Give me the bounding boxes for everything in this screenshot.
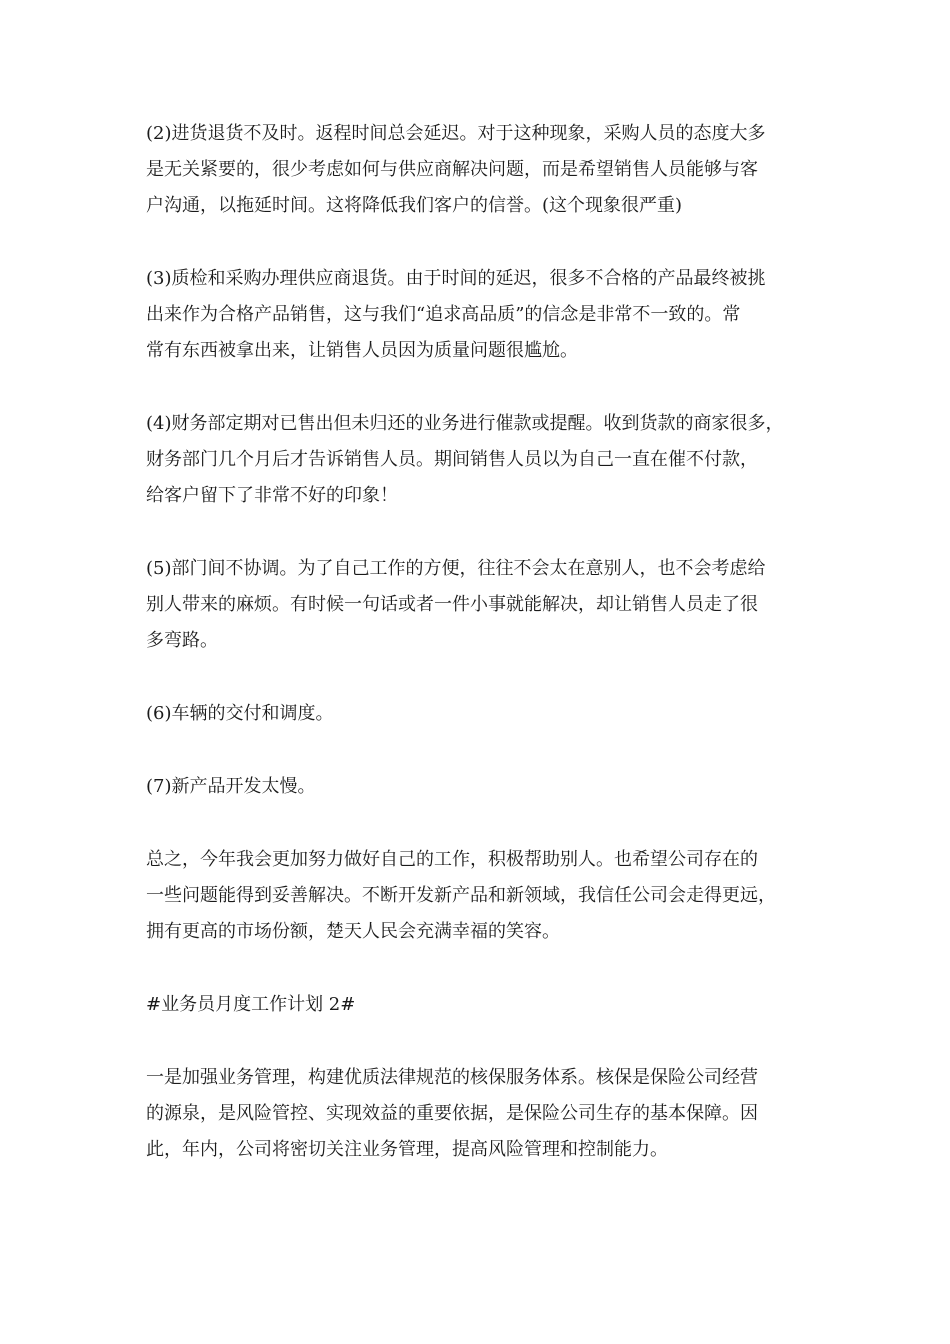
text-line: 拥有更高的市场份额，楚天人民会充满幸福的笑容。 [146, 921, 560, 942]
paragraph-item-2 [146, 116, 816, 224]
text-line: 常有东西被拿出来，让销售人员因为质量问题很尴尬。 [146, 340, 578, 361]
text-line: 此，年内，公司将密切关注业务管理，提高风险管理和控制能力。 [146, 1139, 668, 1160]
text-line: 一些问题能得到妥善解决。不断开发新产品和新领域，我信任公司会走得更远， [146, 885, 776, 906]
text-line: 的源泉，是风险管控、实现效益的重要依据，是保险公司生存的基本保障。因 [146, 1103, 758, 1124]
text-line: 是无关紧要的，很少考虑如何与供应商解决问题，而是希望销售人员能够与客 [146, 159, 758, 180]
paragraph-plan-1 [146, 1060, 816, 1168]
paragraph-item-5 [146, 551, 816, 659]
heading-text: #业务员月度工作计划 2# [146, 994, 356, 1015]
text-line: (5)部门间不协调。为了自己工作的方便，往往不会太在意别人，也不会考虑给 [146, 558, 766, 579]
text-line: (3)质检和采购办理供应商退货。由于时间的延迟，很多不合格的产品最终被挑 [146, 268, 766, 289]
text-line: 总之，今年我会更加努力做好自己的工作，积极帮助别人。也希望公司存在的 [146, 849, 758, 870]
text-line: (2)进货退货不及时。返程时间总会延迟。对于这种现象，采购人员的态度大多 [146, 123, 766, 144]
paragraph-item-3 [146, 261, 816, 369]
text-line: 户沟通，以拖延时间。这将降低我们客户的信誉。(这个现象很严重) [146, 195, 683, 216]
text-line: (4)财务部定期对已售出但未归还的业务进行催款或提醒。收到货款的商家很多， [146, 413, 784, 434]
document-body [146, 116, 816, 1205]
text-line: 别人带来的麻烦。有时候一句话或者一件小事就能解决，却让销售人员走了很 [146, 594, 758, 615]
text-line: 给客户留下了非常不好的印象！ [146, 485, 398, 506]
paragraph-item-4 [146, 406, 816, 514]
text-line: (7)新产品开发太慢。 [146, 776, 316, 797]
paragraph-item-6 [146, 696, 816, 732]
text-line: 出来作为合格产品销售，这与我们“追求高品质”的信念是非常不一致的。常 [146, 304, 741, 325]
text-line: (6)车辆的交付和调度。 [146, 703, 334, 724]
paragraph-item-7 [146, 769, 816, 805]
section-heading [146, 987, 816, 1023]
text-line: 多弯路。 [146, 630, 218, 651]
paragraph-summary [146, 842, 816, 950]
text-line: 财务部门几个月后才告诉销售人员。期间销售人员以为自己一直在催不付款， [146, 449, 758, 470]
text-line: 一是加强业务管理，构建优质法律规范的核保服务体系。核保是保险公司经营 [146, 1067, 758, 1088]
